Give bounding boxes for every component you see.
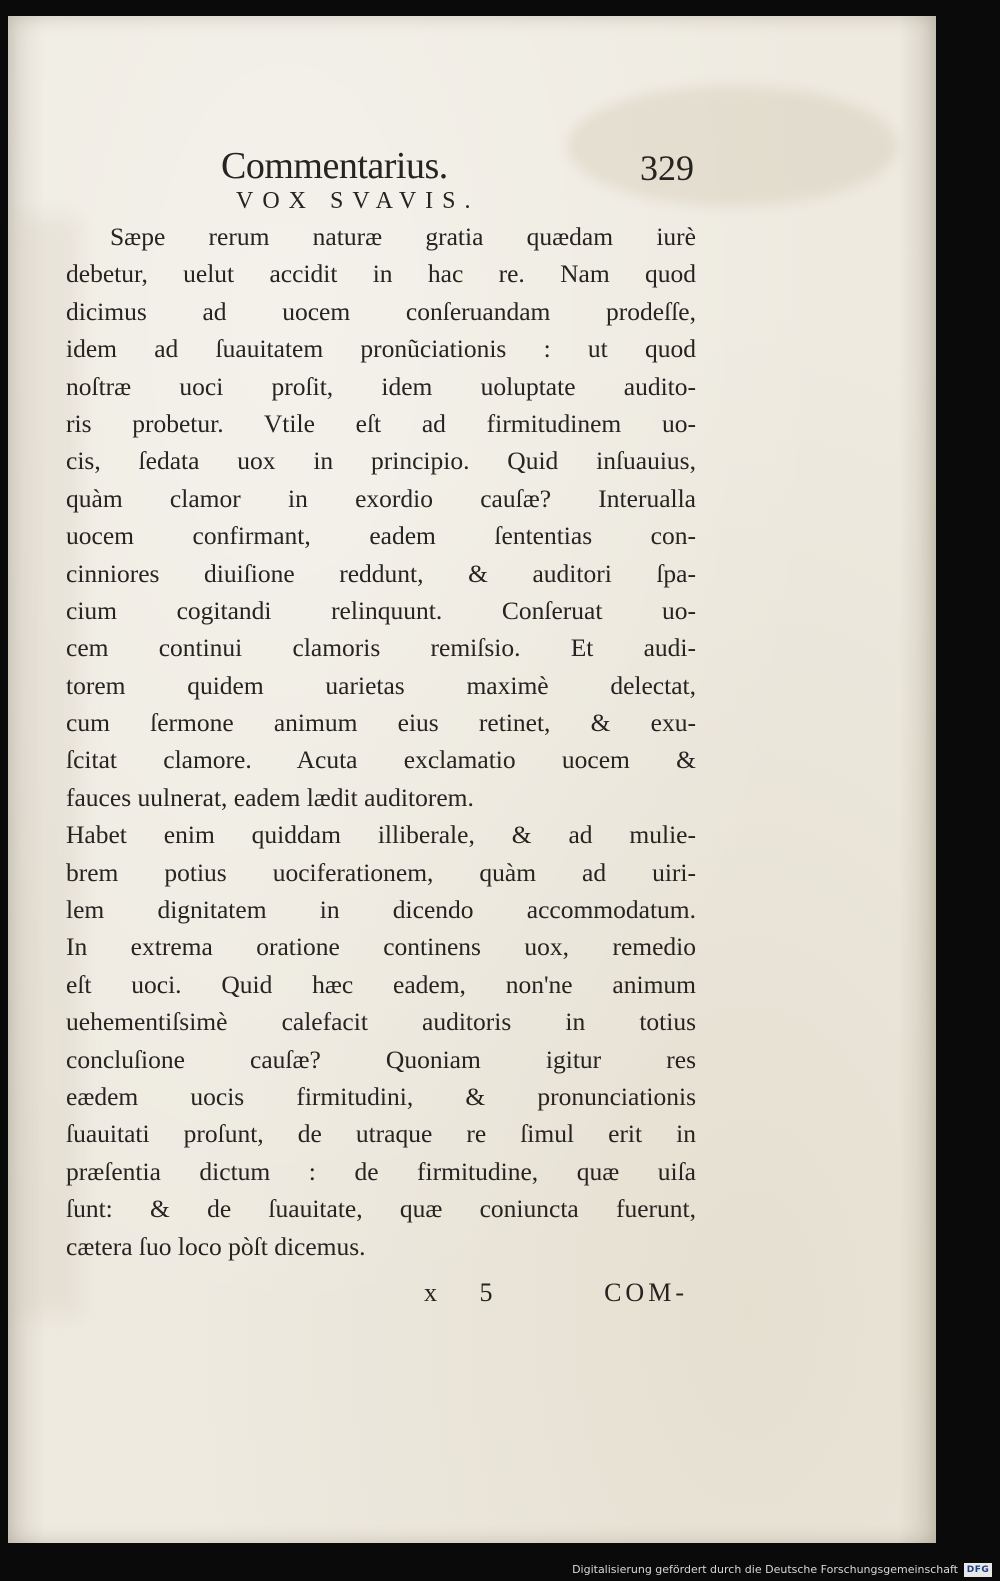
text-line: uocem confirmant, eadem ſententias con-: [66, 521, 696, 551]
text-line: quàm clamor in exordio cauſæ? Interualla: [66, 483, 696, 513]
text-line: idem ad ſuauitatem pronũciationis : ut quod: [66, 334, 696, 364]
running-head: Commentarius.: [221, 145, 448, 187]
text-line: eædem uocis firmitudini, & pronunciationis: [66, 1081, 696, 1111]
page-number: 329: [640, 148, 694, 188]
page-header: [66, 134, 696, 188]
text-line: eſt uoci. Quid hæc eadem, non'ne animum: [66, 969, 696, 999]
text-line: cinniores diuiſione reddunt, & auditori ſpa-: [66, 558, 696, 588]
text-line: dicimus ad uocem conſeruandam prodeſſe,: [66, 296, 696, 326]
text-line: ſuauitati proſunt, de utraque re ſimul erit in: [66, 1119, 696, 1149]
text-block: [66, 134, 696, 1313]
catchword: COM-: [604, 1277, 688, 1307]
text-line: lem dignitatem in dicendo accommodatum.: [66, 895, 696, 925]
text-line: ſunt: & de ſuauitate, quæ coniuncta fuerunt,: [66, 1194, 696, 1224]
book-page: [8, 16, 936, 1543]
dfg-logo: DFG: [964, 1563, 992, 1577]
text-line: debetur, uelut accidit in hac re. Nam quod: [66, 259, 696, 289]
text-line: In extrema oratione continens uox, remedio: [66, 932, 696, 962]
text-line: fauces uulnerat, eadem lædit auditorem.: [66, 782, 474, 812]
text-line: noſtræ uoci proſit, idem uoluptate audito-: [66, 371, 696, 401]
page-footer: [66, 1273, 696, 1313]
signature-mark: x 5: [424, 1277, 511, 1307]
text-line: Habet enim quiddam illiberale, & ad mulie-: [66, 820, 696, 850]
text-line: concluſione cauſæ? Quoniam igitur res: [66, 1044, 696, 1074]
text-line: Sæpe rerum naturæ gratia quædam iurè: [110, 222, 696, 251]
text-line: cætera ſuo loco pòſt dicemus.: [66, 1231, 366, 1261]
text-line: ſcitat clamore. Acuta exclamatio uocem &: [66, 745, 696, 775]
digitization-credit: Digitalisierung gefördert durch die Deutsche Forschungsgemeinschaft: [572, 1563, 958, 1576]
text-line: cis, ſedata uox in principio. Quid inſuauius,: [66, 446, 696, 476]
text-line: præſentia dictum : de firmitudine, quæ uiſa: [66, 1156, 696, 1186]
body-text: [66, 218, 696, 1265]
text-line: ris probetur. Vtile eſt ad firmitudinem uo-: [66, 408, 696, 438]
text-line: brem potius uociferationem, quàm ad uiri-: [66, 857, 696, 887]
text-line: uehementiſsimè calefacit auditoris in totius: [66, 1007, 696, 1037]
section-title: VOX SVAVIS.: [236, 188, 480, 214]
text-line: torem quidem uarietas maximè delectat,: [66, 670, 696, 700]
text-line: cum ſermone animum eius retinet, & exu-: [66, 708, 696, 738]
text-line: cem continui clamoris remiſsio. Et audi-: [66, 633, 696, 663]
text-line: cium cogitandi relinquunt. Conſeruat uo-: [66, 595, 696, 625]
